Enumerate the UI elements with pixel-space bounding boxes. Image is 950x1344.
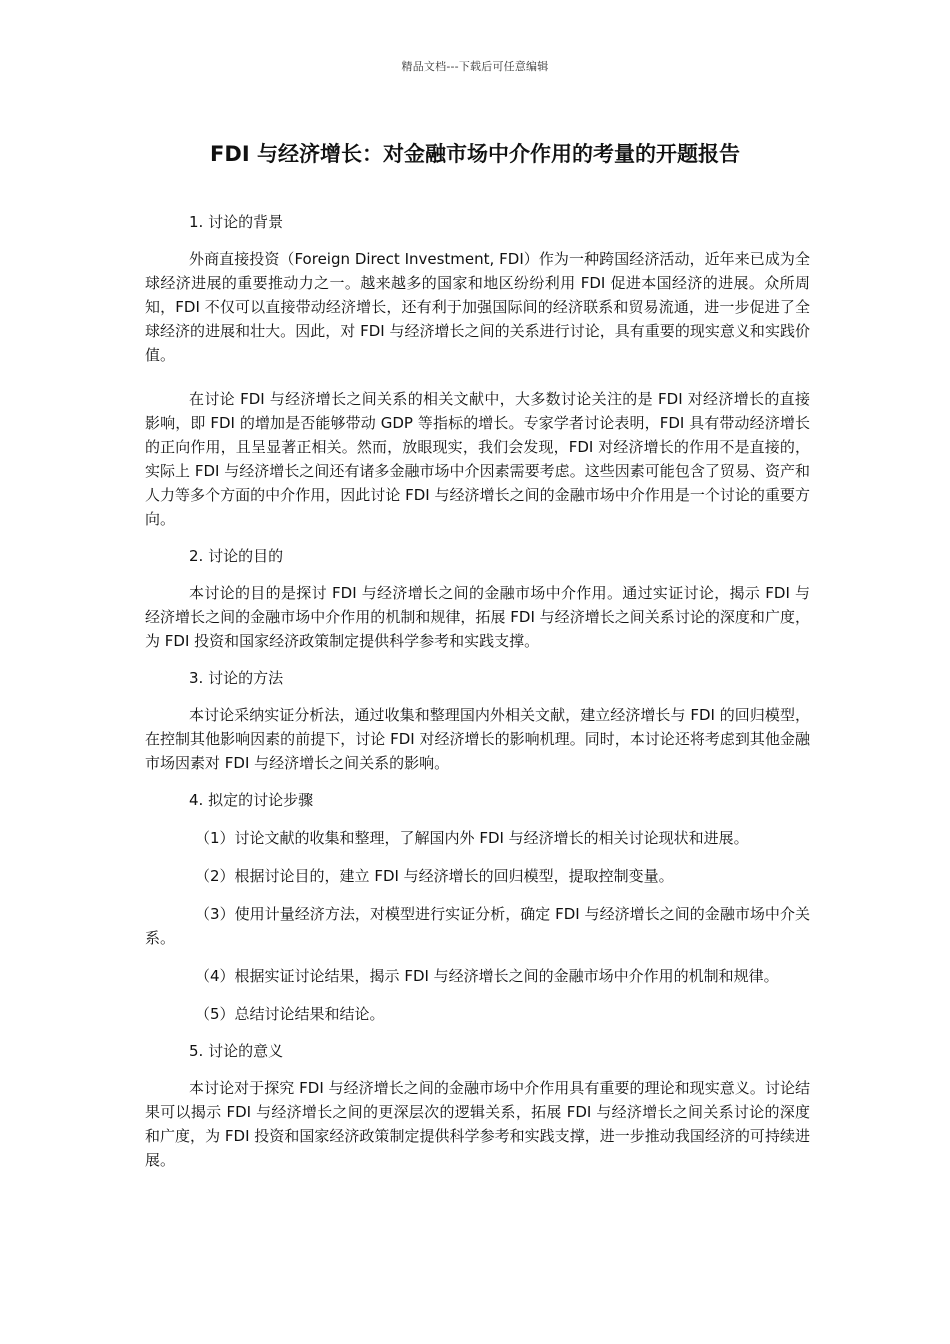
list-item-step: （2）根据讨论目的，建立 FDI 与经济增长的回归模型，提取控制变量。 bbox=[195, 867, 674, 885]
section-heading-method: 3. 讨论的方法 bbox=[189, 669, 284, 687]
paragraph: 本讨论对于探究 FDI 与经济增长之间的金融市场中介作用具有重要的理论和现实意义。讨论结果可以揭示 FDI 与经济增长之间的更深层次的逻辑关系，拓展 FDI 与经济增长之间关系讨论的深度和广度，为 FDI 投资和国家经济政策制定提供科学参考和实践支撑，进一步推动我国经济的可持续进展。 bbox=[145, 1079, 810, 1169]
section-heading-steps: 4. 拟定的讨论步骤 bbox=[189, 791, 314, 809]
section-heading-purpose: 2. 讨论的目的 bbox=[189, 547, 284, 565]
paragraph: 外商直接投资（Foreign Direct Investment, FDI）作为一种跨国经济活动，近年来已成为全球经济进展的重要推动力之一。越来越多的国家和地区纷纷利用 FDI 促进本国经济的进展。众所周知，FDI 不仅可以直接带动经济增长，还有利于加强国际间的经济联系和贸易流通，进一步促进了全球经济的进展和壮大。因此，对 FDI 与经济增长之间的关系进行讨论，具有重要的现实意义和实践价值。 bbox=[145, 250, 810, 364]
list-item-step: （1）讨论文献的收集和整理，了解国内外 FDI 与经济增长的相关讨论现状和进展。 bbox=[195, 829, 749, 847]
list-item-step: （4）根据实证讨论结果，揭示 FDI 与经济增长之间的金融市场中介作用的机制和规律。 bbox=[195, 967, 779, 985]
paragraph: 在讨论 FDI 与经济增长之间关系的相关文献中，大多数讨论关注的是 FDI 对经济增长的直接影响，即 FDI 的增加是否能够带动 GDP 等指标的增长。专家学者讨论表明，FDI 具有带动经济增长的正向作用，且呈显著正相关。然而，放眼现实，我们会发现，FDI 对经济增长的作用不是直接的，实际上 FDI 与经济增长之间还有诸多金融市场中介因素需要考虑。这些因素可能包含了贸易、资产和人力等多个方面的中介作用，因此讨论 FDI 与经济增长之间的金融市场中介作用是一个讨论的重要方向。 bbox=[145, 390, 810, 528]
document-title: FDI 与经济增长：对金融市场中介作用的考量的开题报告 bbox=[210, 142, 740, 166]
paragraph: 本讨论采纳实证分析法，通过收集和整理国内外相关文献，建立经济增长与 FDI 的回归模型，在控制其他影响因素的前提下，讨论 FDI 对经济增长的影响机理。同时，本讨论还将考虑到其他金融市场因素对 FDI 与经济增长之间关系的影响。 bbox=[145, 706, 810, 772]
section-heading-background: 1. 讨论的背景 bbox=[189, 213, 284, 231]
paragraph: 本讨论的目的是探讨 FDI 与经济增长之间的金融市场中介作用。通过实证讨论，揭示 FDI 与经济增长之间的金融市场中介作用的机制和规律，拓展 FDI 与经济增长之间关系讨论的深度和广度，为 FDI 投资和国家经济政策制定提供科学参考和实践支撑。 bbox=[145, 584, 810, 650]
list-item-step: （5）总结讨论结果和结论。 bbox=[195, 1005, 385, 1023]
list-item-step: （3）使用计量经济方法，对模型进行实证分析，确定 FDI 与经济增长之间的金融市场中介关系。 bbox=[145, 905, 810, 947]
section-heading-significance: 5. 讨论的意义 bbox=[189, 1042, 284, 1060]
document-body bbox=[145, 210, 810, 1172]
page-header: 精品文档---下载后可任意编辑 bbox=[401, 60, 549, 73]
